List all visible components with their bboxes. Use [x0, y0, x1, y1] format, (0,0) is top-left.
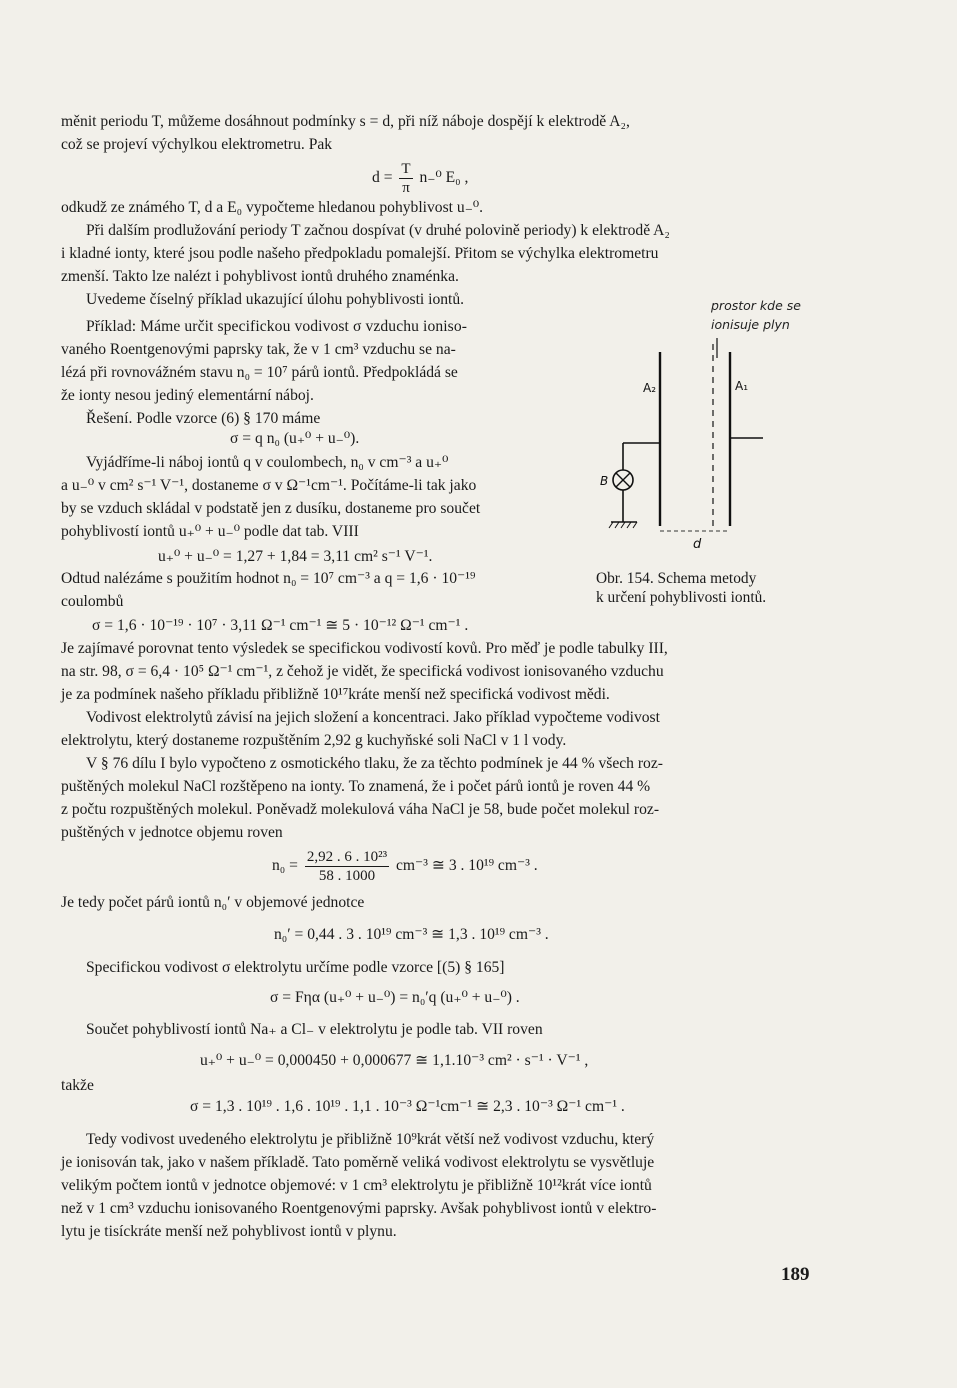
equation-sigma-result: σ = 1,6 · 10⁻¹⁹ · 10⁷ · 3,11 Ω⁻¹ cm⁻¹ ≅ 5 · 10⁻¹² Ω⁻¹ cm⁻¹ .	[92, 617, 469, 634]
text-line: zmenší. Takto lze nalézt i pohyblivost iontů druhého znaménka.	[61, 268, 459, 285]
label-d: d	[693, 537, 702, 552]
text-line: Je zajímavé porovnat tento výsledek se specifickou vodivostí kovů. Pro měď je podle tabulky III,	[61, 640, 668, 657]
text-line: takže	[61, 1077, 94, 1094]
text-line: Řešení. Podle vzorce (6) § 170 máme	[86, 410, 321, 427]
figure-caption: Obr. 154. Schema metody	[596, 570, 757, 587]
equation-sigma-electrolyte: σ = Fηα (u₊⁰ + u₋⁰) = n₀′q (u₊⁰ + u₋⁰) .	[270, 989, 520, 1006]
equation-d-fraction	[399, 160, 412, 197]
text-line: Příklad: Máme určit specifickou vodivost σ vzduchu ioniso-	[86, 318, 468, 335]
figure-annotation: ionisuje plyn	[711, 317, 790, 332]
equation-n0-denominator: 58 . 1000	[318, 868, 376, 884]
text-line: by se vzduch skládal v podstatě jen z dusíku, dostaneme pro součet	[61, 500, 481, 517]
figure-caption: k určení pohyblivosti iontů.	[596, 589, 767, 606]
equation-sigma-air: σ = q n₀ (u₊⁰ + u₋⁰).	[230, 430, 360, 447]
text-line: lytu je tisíckráte menší než pohyblivost iontů v plynu.	[61, 1223, 397, 1240]
text-line: puštěných v jednotce objemu roven	[61, 824, 283, 841]
text-line: vaného Roentgenovými paprsky tak, že v 1 cm³ vzduchu se na-	[61, 341, 456, 358]
ground-hatch	[615, 522, 619, 528]
ground-hatch	[633, 522, 637, 528]
text-line: elektrolytu, který dostaneme rozpuštěním 2,92 g kuchyňské soli NaCl v 1 l vody.	[61, 732, 567, 749]
equation-n0-prime: n₀′ = 0,44 . 3 . 10¹⁹ cm⁻³ ≅ 1,3 . 10¹⁹ cm⁻³ .	[274, 926, 549, 943]
text-line: než v 1 cm³ vzduchu ionisovaného Roentgenovými paprsky. Avšak pohyblivost iontů v elektro-	[61, 1200, 657, 1217]
equation-d	[372, 160, 468, 197]
equation-d-denominator: π	[402, 180, 410, 196]
label-a1: A₁	[735, 379, 749, 393]
text-line: z počtu rozpuštěných molekul. Poněvadž molekulová váha NaCl je 58, bude počet molekul roz-	[61, 801, 660, 818]
text-line: Vodivost elektrolytů závisí na jejich složení a koncentraci. Jako příklad vypočteme vodivost	[86, 709, 660, 726]
ground-hatch	[627, 522, 631, 528]
equation-n0	[272, 848, 538, 885]
equation-n0-fraction	[305, 848, 389, 885]
text-line: Je tedy počet párů iontů n₀′ v objemové jednotce	[61, 894, 365, 911]
figure-schema-diagram	[595, 330, 785, 560]
text-line: puštěných molekul NaCl rozštěpeno na ionty. To znamená, že i počet párů iontů je roven 44 %	[61, 778, 651, 795]
text-line: Odtud nalézáme s použitím hodnot n₀ = 10⁷ cm⁻³ a q = 1,6 · 10⁻¹⁹	[61, 570, 476, 587]
text-line: Tedy vodivost uvedeného elektrolytu je přibližně 10⁹krát větší než vodivost vzduchu, který	[86, 1131, 655, 1148]
text-line: měnit periodu T, můžeme dosáhnout podmínky s = d, při níž náboje dospějí k elektrodě A₂,	[61, 113, 630, 130]
equation-n0-right: cm⁻³ ≅ 3 . 10¹⁹ cm⁻³ .	[396, 857, 538, 875]
equation-n0-left: n₀ =	[272, 857, 298, 875]
label-b: B	[600, 474, 609, 488]
text-line: Uvedeme číselný příklad ukazující úlohu pohyblivosti iontů.	[86, 291, 465, 308]
text-line: i kladné ionty, které jsou podle našeho předpokladu pomalejší. Přitom se výchylka elektrometru	[61, 245, 659, 262]
text-line: odkudž ze známého T, d a E₀ vypočteme hledanou pohyblivost u₋⁰.	[61, 199, 484, 216]
equation-sigma-final: σ = 1,3 . 10¹⁹ . 1,6 . 10¹⁹ . 1,1 . 10⁻³ Ω⁻¹cm⁻¹ ≅ 2,3 . 10⁻³ Ω⁻¹ cm⁻¹ .	[190, 1098, 625, 1115]
text-line: V § 76 dílu I bylo vypočteno z osmotického tlaku, že za těchto podmínek je 44 % všech roz-	[86, 755, 663, 772]
text-line: Součet pohyblivostí iontů Na₊ a Cl₋ v elektrolytu je podle tab. VII roven	[86, 1021, 543, 1038]
text-line: Vyjádříme-li náboj iontů q v coulombech, n₀ v cm⁻³ a u₊⁰	[86, 454, 449, 471]
equation-d-left: d =	[372, 169, 393, 187]
text-line: Při dalším prodlužování periody T začnou dospívat (v druhé polovině periody) k elektrodě A₂	[86, 222, 670, 239]
ground-hatch	[609, 522, 613, 528]
text-line: velikým počtem iontů v jednotce objemové: v 1 cm³ elektrolytu je přibližně 10¹²krát více iontů	[61, 1177, 652, 1194]
text-line: je ionisován tak, jako v našem příkladě. Tato poměrně veliká vodivost elektrolytu se vysvětluje	[61, 1154, 655, 1171]
equation-mobility-sum: u₊⁰ + u₋⁰ = 1,27 + 1,84 = 3,11 cm² s⁻¹ V⁻¹.	[158, 548, 433, 565]
equation-d-numerator: T	[401, 161, 411, 177]
text-line: coulombů	[61, 593, 124, 610]
text-line: je za podmínek našeho příkladu přibližně 10¹⁷kráte menší než specifická vodivost mědi.	[61, 686, 610, 703]
text-line: lézá při rovnovážném stavu n₀ = 10⁷ párů iontů. Předpokládá se	[61, 364, 458, 381]
figure-annotation: prostor kde se	[711, 298, 801, 313]
text-line: Specifickou vodivost σ elektrolytu určíme podle vzorce [(5) § 165]	[86, 959, 505, 976]
text-line: že ionty nesou jediný elementární náboj.	[61, 387, 314, 404]
text-line: což se projeví výchylkou elektrometru. Pak	[61, 136, 333, 153]
label-a2: A₂	[643, 381, 657, 395]
equation-d-right: n₋⁰ E₀ ,	[419, 169, 469, 187]
equation-n0-numerator: 2,92 . 6 . 10²³	[306, 849, 388, 865]
text-line: na str. 98, σ = 6,4 · 10⁵ Ω⁻¹ cm⁻¹, z čehož je vidět, že specifická vodivost ionisovaného vzduchu	[61, 663, 664, 680]
text-line: a u₋⁰ v cm² s⁻¹ V⁻¹, dostaneme σ v Ω⁻¹cm⁻¹. Počítáme-li tak jako	[61, 477, 477, 494]
equation-mobility-electrolyte: u₊⁰ + u₋⁰ = 0,000450 + 0,000677 ≅ 1,1.10⁻³ cm² · s⁻¹ · V⁻¹ ,	[200, 1052, 589, 1069]
text-line: pohyblivostí iontů u₊⁰ + u₋⁰ podle dat tab. VIII	[61, 523, 359, 540]
ground-hatch	[621, 522, 625, 528]
page-number: 189	[781, 1264, 810, 1285]
